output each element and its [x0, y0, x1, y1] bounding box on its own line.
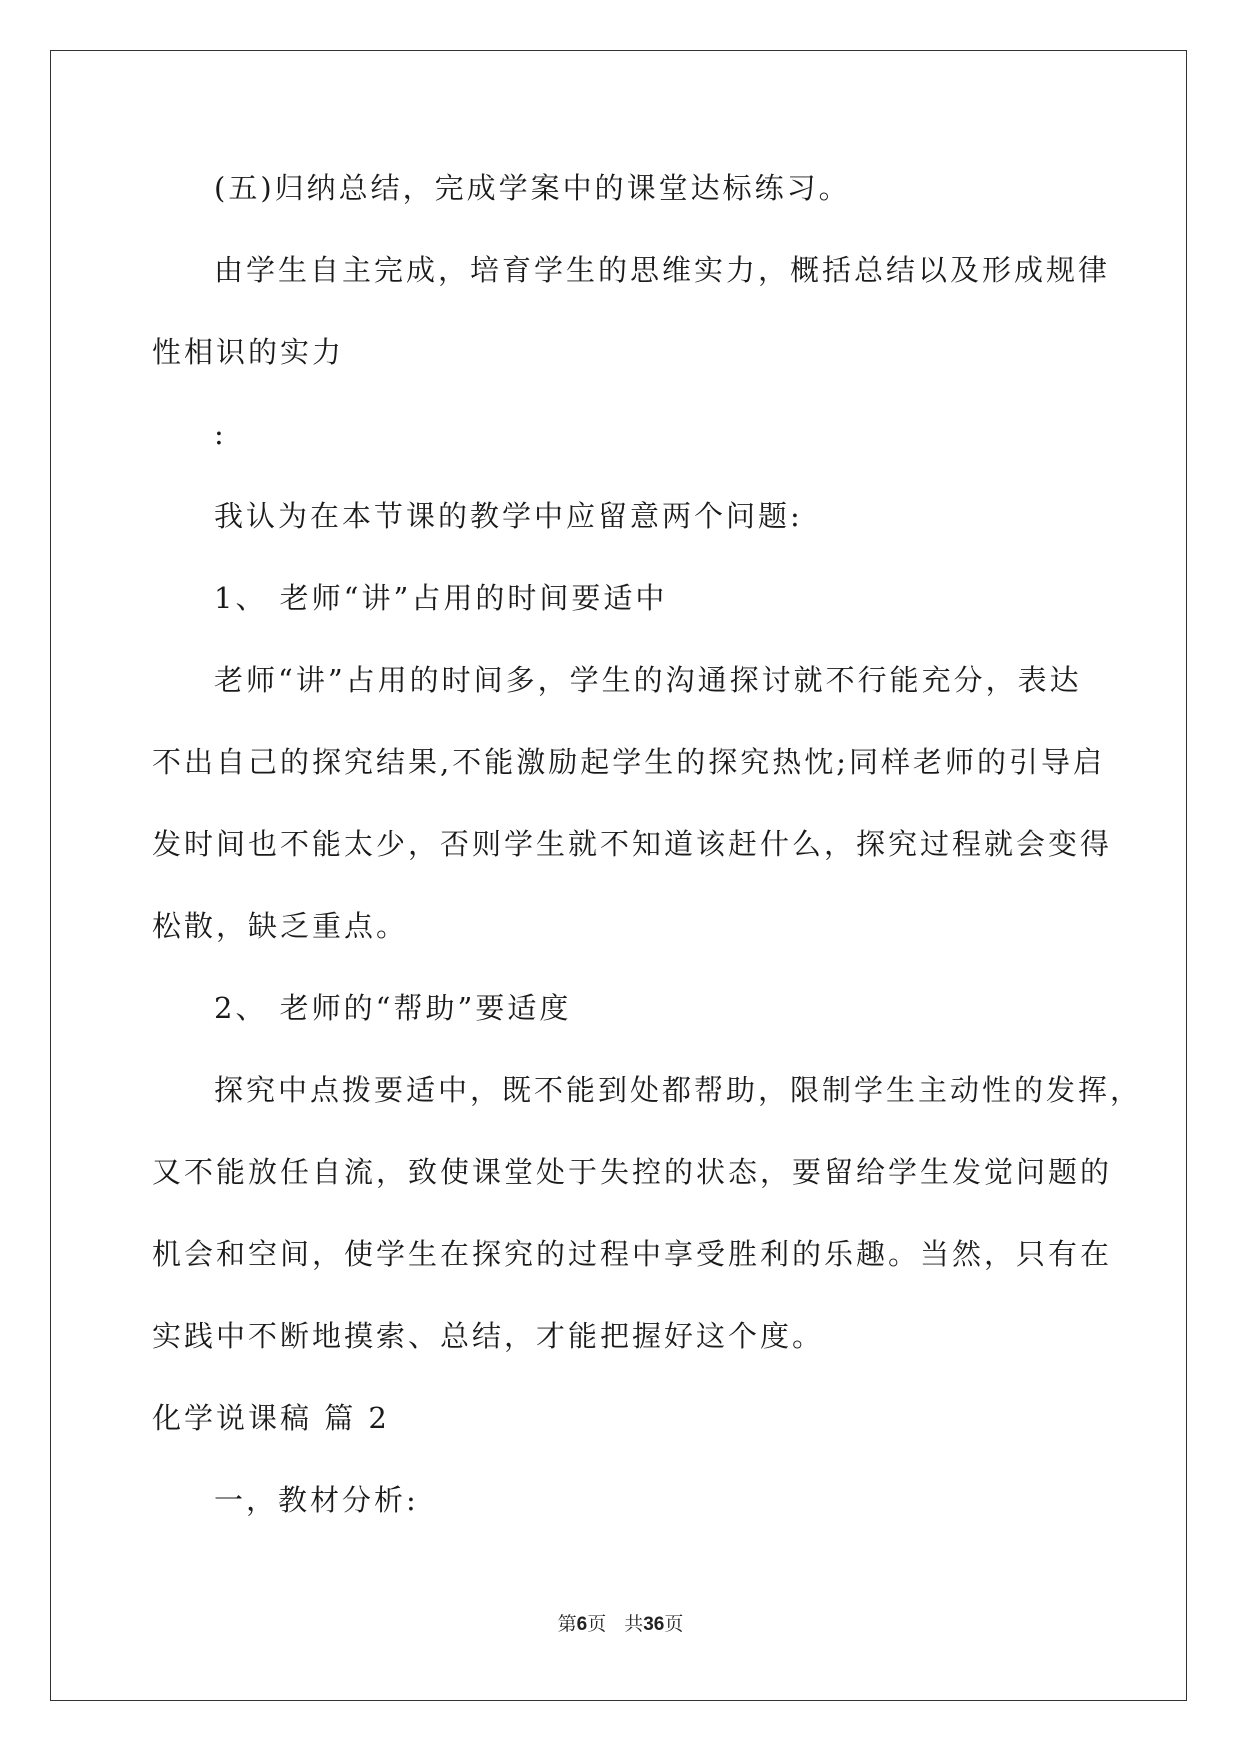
- text-line: 机会和空间，使学生在探究的过程中享受胜利的乐趣。当然，只有在: [152, 1237, 1113, 1271]
- text-line: 不出自己的探究结果,不能激励起学生的探究热忱;同样老师的引导启: [152, 745, 1105, 779]
- text-line: 一，教材分析:: [214, 1483, 419, 1517]
- text-line: 老师“讲”占用的时间多，学生的沟通探讨就不行能充分，表达: [214, 663, 1082, 697]
- text-line: 探究中点拨要适中，既不能到处都帮助，限制学生主动性的发挥，: [214, 1073, 1143, 1107]
- text-line: 2、 老师的“帮助”要适度: [214, 991, 572, 1025]
- text-line: 1、 老师“讲”占用的时间要适中: [214, 581, 668, 615]
- text-line: (五)归纳总结，完成学案中的课堂达标练习。: [214, 171, 851, 205]
- footer-total-suffix: 页: [664, 1613, 684, 1635]
- total-pages-number: 36: [643, 1614, 665, 1635]
- footer-prefix: 第: [557, 1613, 577, 1635]
- text-line: 松散，缺乏重点。: [152, 909, 409, 943]
- footer-page-word: 页: [587, 1613, 607, 1635]
- footer-total-prefix: 共: [624, 1613, 644, 1635]
- page-footer: [0, 1612, 1241, 1637]
- current-page-number: 6: [576, 1614, 588, 1635]
- section-heading: 化学说课稿 篇 2: [152, 1401, 390, 1435]
- text-line: 发时间也不能太少，否则学生就不知道该赶什么，探究过程就会变得: [152, 827, 1113, 861]
- text-line: :: [214, 417, 227, 451]
- text-line: 性相识的实力: [152, 335, 345, 369]
- page-border: [50, 50, 1187, 1701]
- text-line: 由学生自主完成，培育学生的思维实力，概括总结以及形成规律: [214, 253, 1111, 287]
- text-line: 我认为在本节课的教学中应留意两个问题:: [214, 499, 803, 533]
- text-line: 实践中不断地摸索、总结，才能把握好这个度。: [152, 1319, 825, 1353]
- text-line: 又不能放任自流，致使课堂处于失控的状态，要留给学生发觉问题的: [152, 1155, 1113, 1189]
